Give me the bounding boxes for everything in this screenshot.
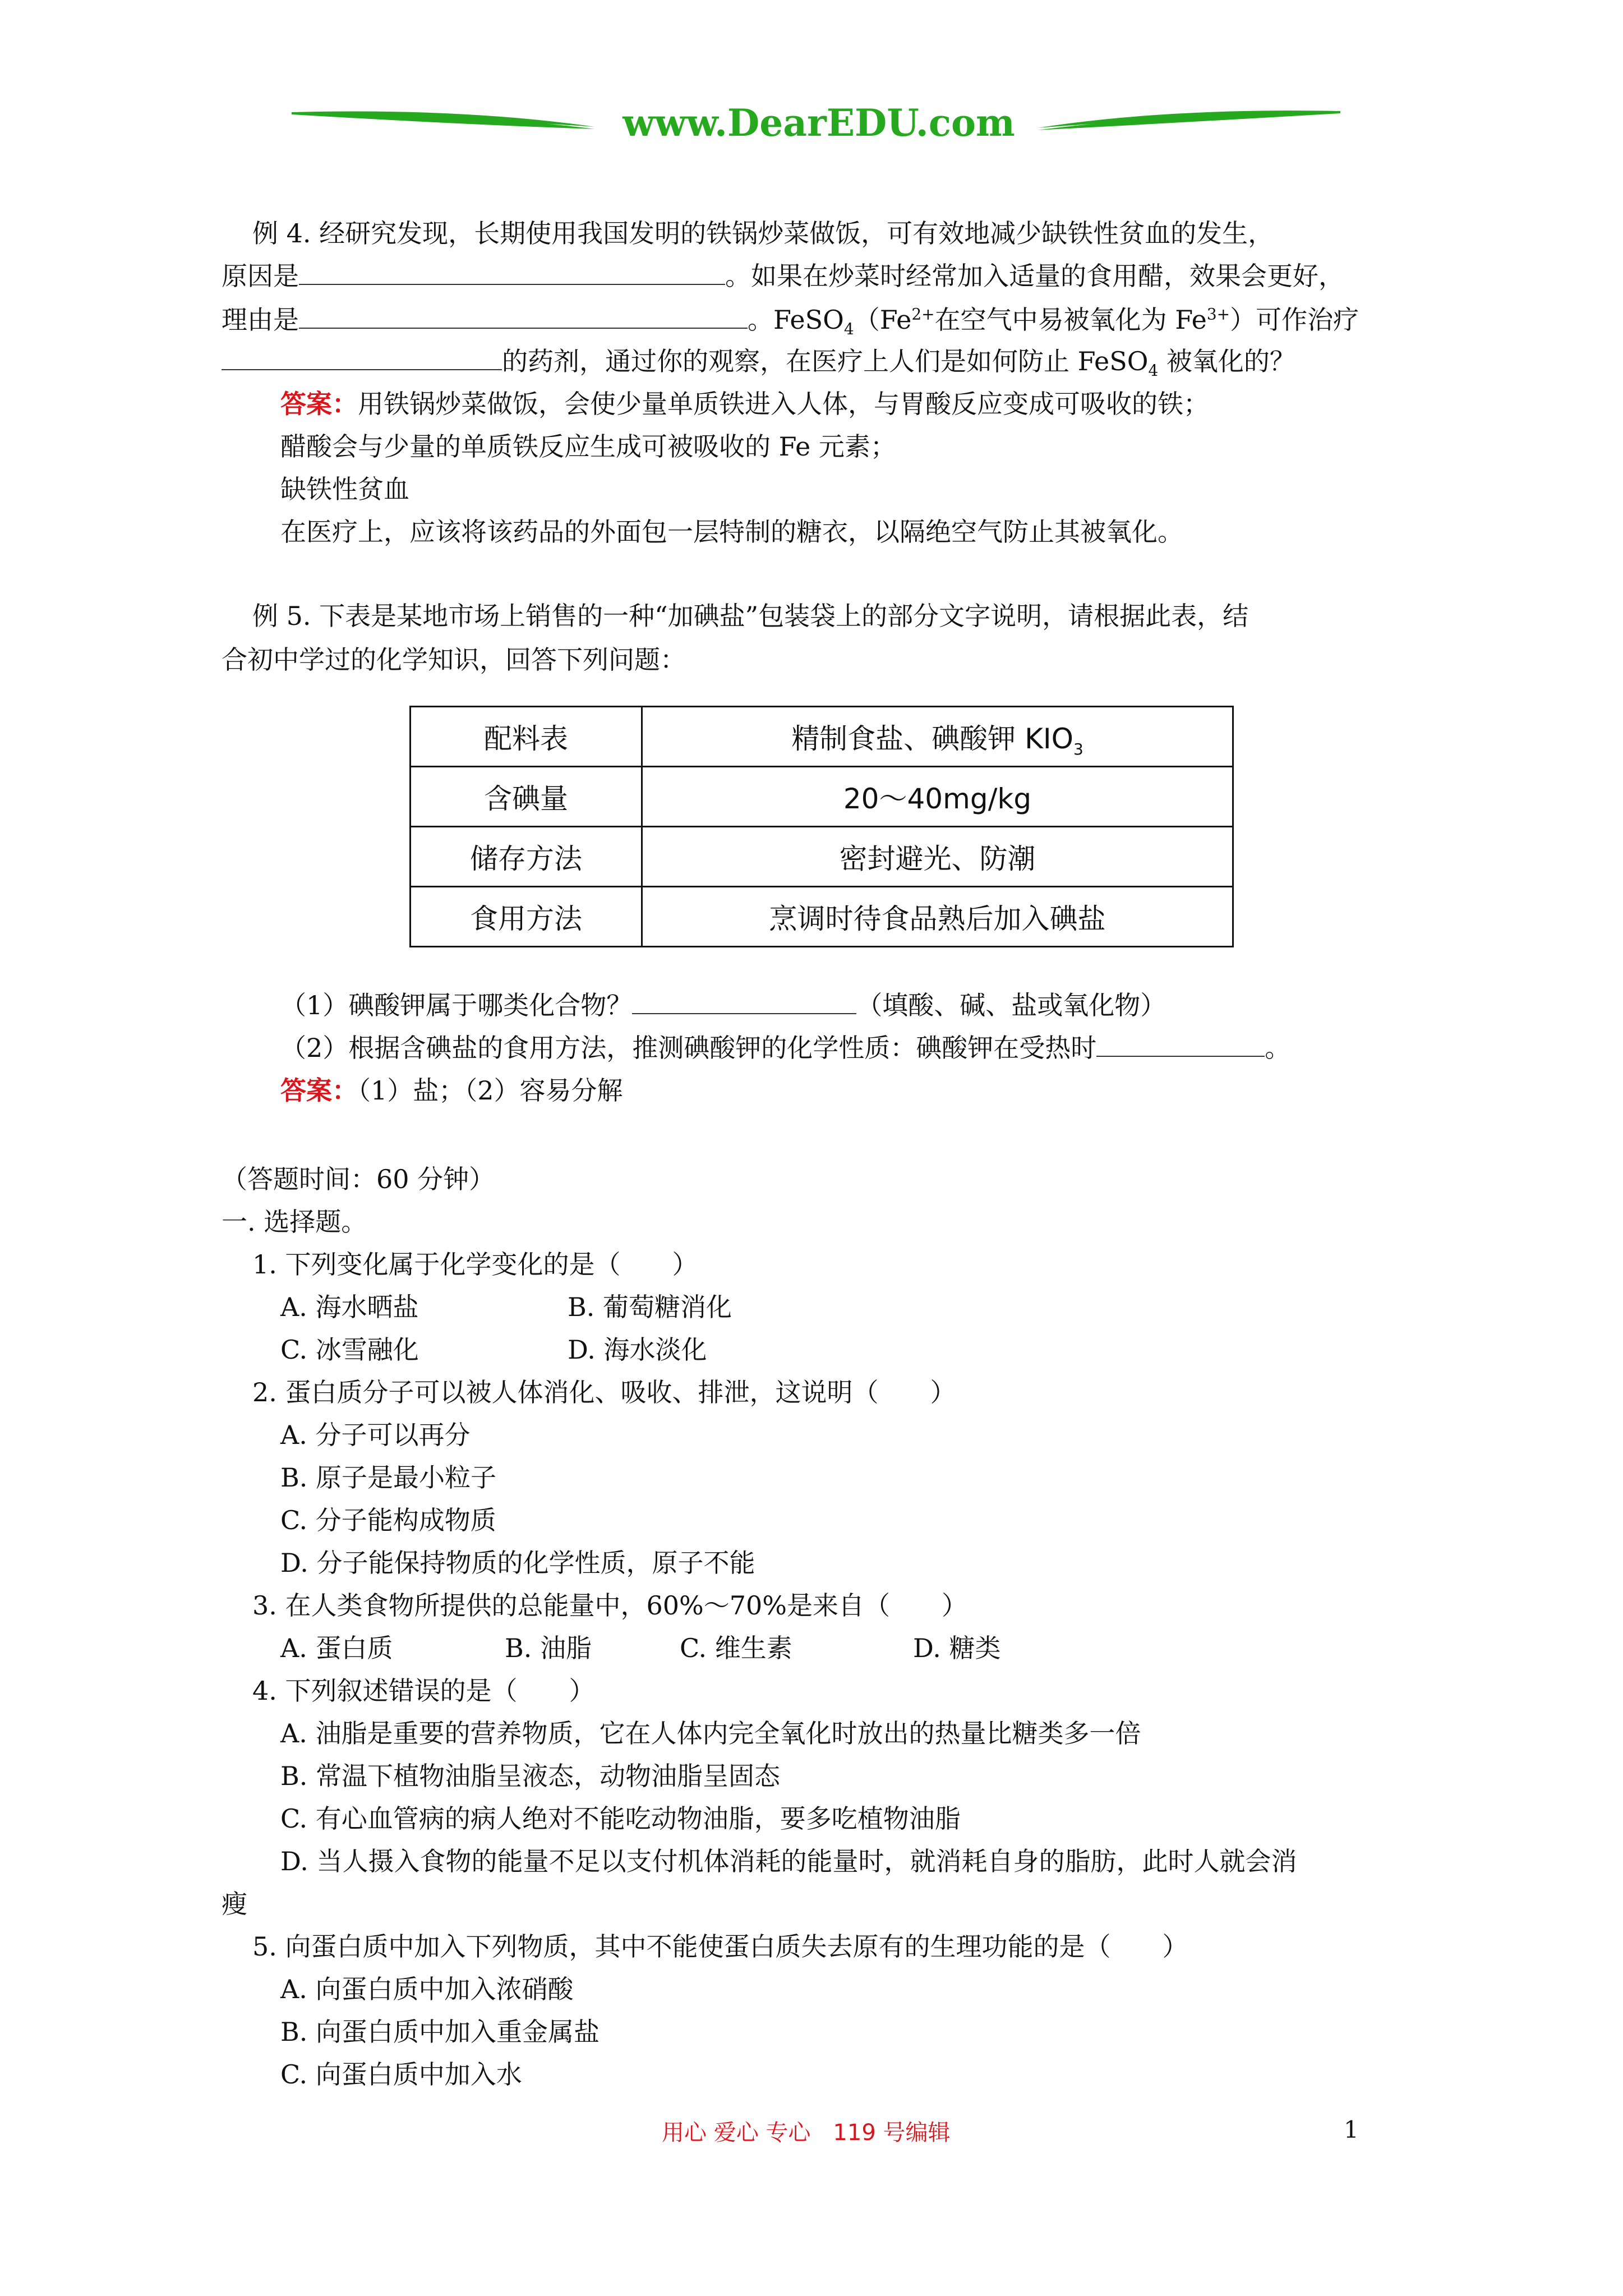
q4-option-d-continued: 瘦 <box>222 1889 247 1919</box>
table-row <box>411 827 1233 887</box>
q4-option-d[interactable]: D. 当人摄入食物的能量不足以支付机体消耗的能量时，就消耗自身的脂肪，此时人就会消 <box>280 1846 1297 1876</box>
q4-option-c[interactable]: C. 有心血管病的病人绝对不能吃动物油脂，要多吃植物油脂 <box>280 1803 961 1834</box>
section-title: 一. 选择题。 <box>222 1207 367 1237</box>
ex5-line-2: 合初中学过的化学知识，回答下列问题： <box>222 645 686 675</box>
table-value: 20～40mg/kg <box>642 767 1233 827</box>
ex5-answer: 答案：（1）盐；（2）容易分解 <box>280 1075 623 1106</box>
question-1: 1. 下列变化属于化学变化的是（ ） <box>252 1249 698 1280</box>
q4-option-a[interactable]: A. 油脂是重要的营养物质，它在人体内完全氧化时放出的热量比糖类多一倍 <box>280 1718 1141 1749</box>
q5-option-b[interactable]: B. 向蛋白质中加入重金属盐 <box>280 2017 600 2047</box>
ex5-question-2: （2）根据含碘盐的食用方法，推测碘酸钾的化学性质：碘酸钾在受热时 。 <box>280 1031 1290 1065</box>
ex4-answer-line-2: 醋酸会与少量的单质铁反应生成可被吸收的 Fe 元素； <box>280 431 896 462</box>
table-value: 烹调时待食品熟后加入碘盐 <box>642 887 1233 947</box>
ex5-line-1: 例 5. 下表是某地市场上销售的一种“加碘盐”包装袋上的部分文字说明，请根据此表，结 <box>252 601 1249 631</box>
q2-option-c[interactable]: C. 分子能构成物质 <box>280 1505 496 1535</box>
q3-option-a[interactable]: A. 蛋白质 <box>280 1633 393 1663</box>
ex5-blank-1[interactable] <box>632 988 856 1014</box>
iodized-salt-table <box>409 706 1234 947</box>
q1-option-d[interactable]: D. 海水淡化 <box>568 1335 707 1365</box>
question-2: 2. 蛋白质分子可以被人体消化、吸收、排泄，这说明（ ） <box>252 1377 956 1407</box>
ex4-answer-line-4: 在医疗上，应该将该药品的外面包一层特制的糖衣，以隔绝空气防止其被氧化。 <box>280 517 1183 547</box>
q1-option-c[interactable]: C. 冰雪融化 <box>280 1335 419 1365</box>
page-number: 1 <box>1344 2116 1359 2143</box>
table-key: 配料表 <box>411 707 642 767</box>
q4-option-b[interactable]: B. 常温下植物油脂呈液态，动物油脂呈固态 <box>280 1761 781 1791</box>
ex5-answer-label: 答案： <box>280 1075 358 1106</box>
table-row <box>411 767 1233 827</box>
ex4-blank-2[interactable] <box>299 303 748 329</box>
table-key: 食用方法 <box>411 887 642 947</box>
ex4-line-2: 原因是 。如果在炒菜时经常加入适量的食用醋，效果会更好， <box>222 259 1344 293</box>
q5-option-c[interactable]: C. 向蛋白质中加入水 <box>280 2059 522 2090</box>
header-site-name: www.DearEDU.com <box>623 101 1015 145</box>
q1-option-b[interactable]: B. 葡萄糖消化 <box>568 1292 732 1322</box>
ex4-answer-label: 答案： <box>280 389 358 419</box>
table-key: 储存方法 <box>411 827 642 887</box>
question-4: 4. 下列叙述错误的是（ ） <box>252 1676 595 1706</box>
table-row <box>411 887 1233 947</box>
q2-option-d[interactable]: D. 分子能保持物质的化学性质，原子不能 <box>280 1548 755 1578</box>
footer-text: 用心 爱心 专心 119 号编辑 <box>662 2120 951 2146</box>
table-key: 含碘量 <box>411 767 642 827</box>
question-5: 5. 向蛋白质中加入下列物质，其中不能使蛋白质失去原有的生理功能的是（ ） <box>252 1931 1188 1962</box>
q2-option-a[interactable]: A. 分子可以再分 <box>280 1420 471 1450</box>
ex4-line-1: 例 4. 经研究发现，长期使用我国发明的铁锅炒菜做饭，可有效地减少缺铁性贫血的发生， <box>252 218 1274 249</box>
q3-option-c[interactable]: C. 维生素 <box>680 1633 792 1663</box>
ex4-answer-line-1: 答案：用铁锅炒菜做饭，会使少量单质铁进入人体，与胃酸反应变成可吸收的铁； <box>280 389 1209 419</box>
table-value: 精制食盐、碘酸钾 $KIO_3$ <box>642 707 1233 767</box>
q3-option-b[interactable]: B. 油脂 <box>505 1633 592 1663</box>
ex4-answer-line-3: 缺铁性贫血 <box>280 474 409 504</box>
question-3: 3. 在人类食物所提供的总能量中，60%～70%是来自（ ） <box>252 1590 967 1621</box>
table-row <box>411 707 1233 767</box>
ex5-question-1: （1）碘酸钾属于哪类化合物？ （填酸、碱、盐或氧化物） <box>280 988 1166 1022</box>
ex5-blank-2[interactable] <box>1096 1031 1265 1057</box>
q1-option-a[interactable]: A. 海水晒盐 <box>280 1292 419 1322</box>
ex4-line-4: 的药剂，通过你的观察，在医疗上人们是如何防止 FeSO$_4$ 被氧化的？ <box>222 344 1295 378</box>
q5-option-a[interactable]: A. 向蛋白质中加入浓硝酸 <box>280 1974 574 2004</box>
ex4-line-3: 理由是 。$FeSO_4(Fe^{2+}$在空气中易被氧化为 $Fe^{3+}$）可作治疗 <box>222 303 1359 337</box>
ex4-blank-3[interactable] <box>222 344 502 370</box>
q2-option-b[interactable]: B. 原子是最小粒子 <box>280 1462 497 1493</box>
table-value: 密封避光、防潮 <box>642 827 1233 887</box>
exam-time: （答题时间：60 分钟） <box>222 1164 495 1194</box>
q3-option-d[interactable]: D. 糖类 <box>913 1633 1001 1663</box>
ex4-blank-1[interactable] <box>299 259 725 285</box>
